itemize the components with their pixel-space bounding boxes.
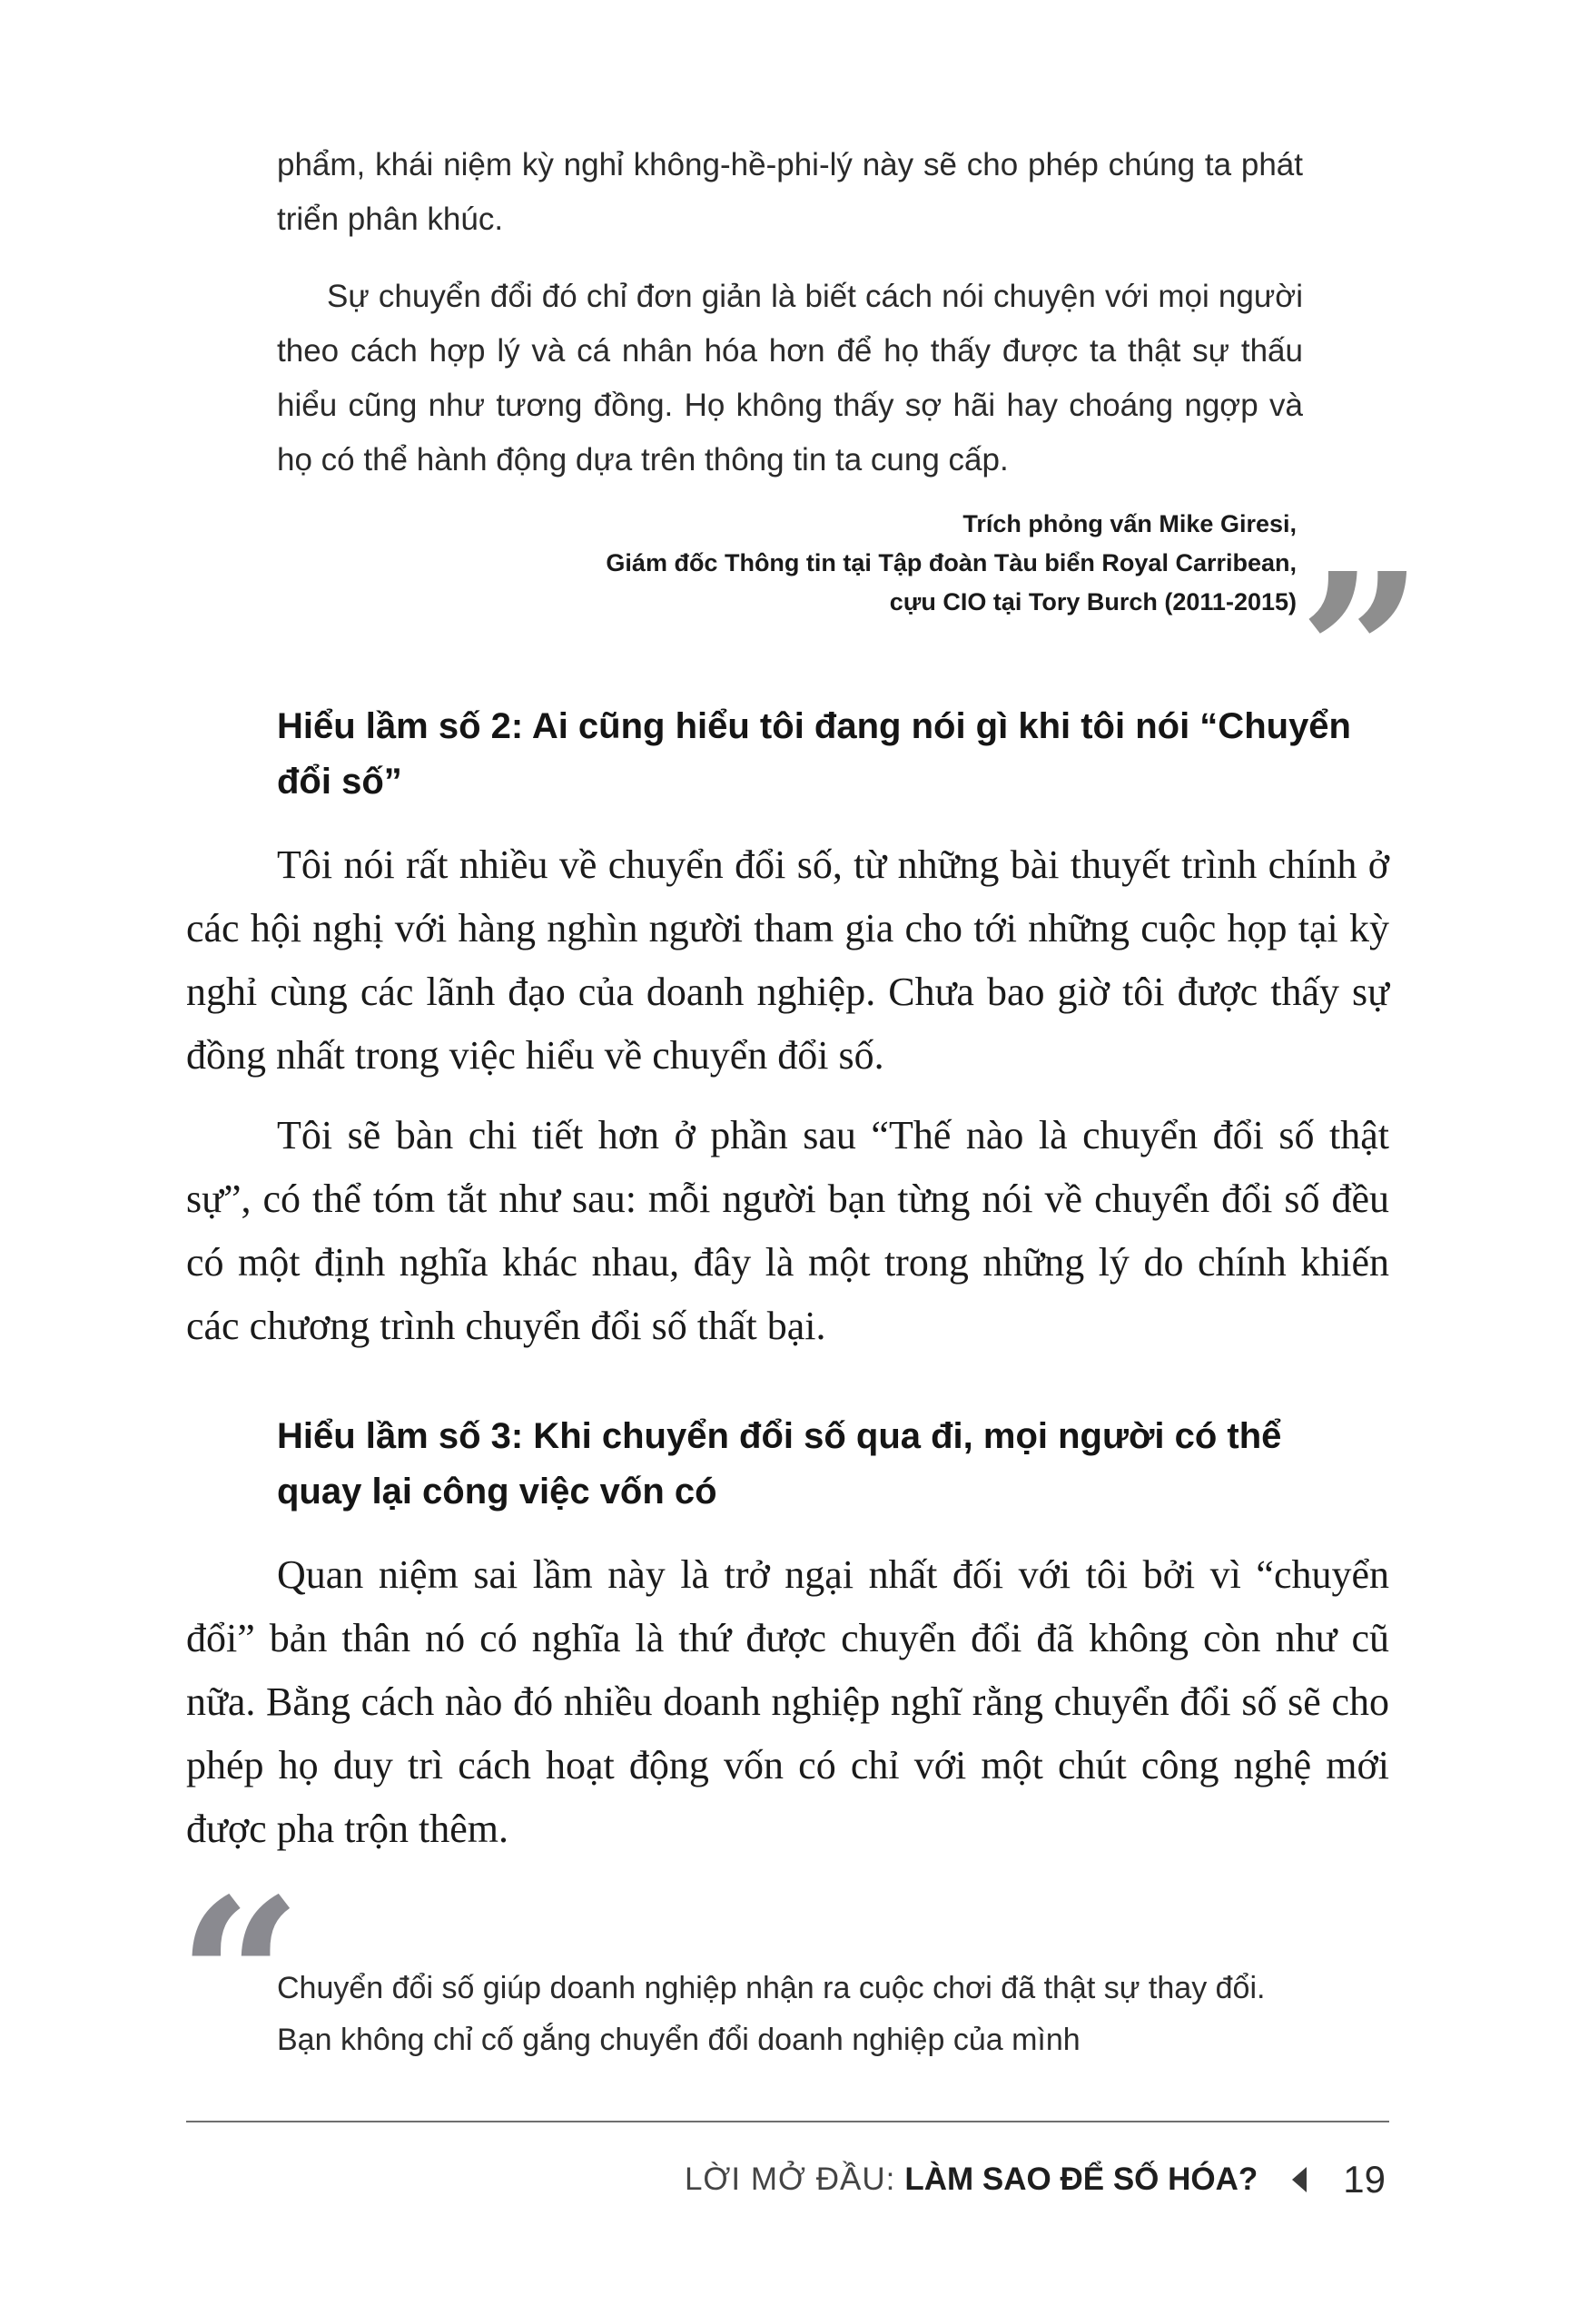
footer-divider xyxy=(186,2121,1389,2122)
page-number: 19 xyxy=(1343,2158,1386,2201)
triangle-left-icon xyxy=(1292,2167,1307,2192)
attribution-line: Giám đốc Thông tin tại Tập đoàn Tàu biển Royal Carribean, xyxy=(606,549,1297,576)
attribution-line: Trích phỏng vấn Mike Giresi, xyxy=(962,510,1297,537)
body-paragraph: Quan niệm sai lầm này là trở ngại nhất đối với tôi bởi vì “chuyển đổi” bản thân nó có nghĩa là thứ được chuyển đổi đã không còn như cũ nữa. Bằng cách nào đó nhiều doanh nghiệp nghĩ rằng chuyển đổi số sẽ cho phép họ duy trì cách hoạt động vốn có chỉ với một chút công nghệ mới được pha trộn thêm. xyxy=(186,1552,1389,1851)
open-quote-icon: “ xyxy=(177,1851,285,2107)
attribution-line: cựu CIO tại Tory Burch (2011-2015) xyxy=(889,588,1297,615)
quote-paragraph: phẩm, khái niệm kỳ nghỉ không-hề-phi-lý này sẽ cho phép chúng ta phát triển phân khúc. xyxy=(277,147,1303,237)
page-footer xyxy=(685,2157,1386,2202)
body-paragraph: Tôi nói rất nhiều về chuyển đổi số, từ những bài thuyết trình chính ở các hội nghị với hàng nghìn người tham gia cho tới những cuộc họp tại kỳ nghỉ cùng các lãnh đạo của doanh nghiệp. Chưa bao giờ tôi được thấy sự đồng nhất trong việc hiểu về chuyển đổi số. xyxy=(186,842,1389,1078)
section-heading: Hiểu lầm số 3: Khi chuyển đổi số qua đi, mọi người có thể quay lại công việc vốn có xyxy=(277,1416,1282,1512)
quote-attribution xyxy=(389,505,1297,622)
chapter-title: LÀM SAO ĐỂ SỐ HÓA? xyxy=(904,2162,1258,2197)
close-quote-icon: ” xyxy=(1298,526,1406,782)
chapter-label: LỜI MỞ ĐẦU: xyxy=(684,2162,896,2197)
section-heading: Hiểu lầm số 2: Ai cũng hiểu tôi đang nói gì khi tôi nói “Chuyển đổi số” xyxy=(277,706,1351,802)
quote-paragraph: Sự chuyển đổi đó chỉ đơn giản là biết cách nói chuyện với mọi người theo cách hợp lý và cá nhân hóa hơn để họ thấy được ta thật sự thấu hiểu cũng như tương đồng. Họ không thấy sợ hãi hay choáng ngợp và họ có thể hành động dựa trên thông tin ta cung cấp. xyxy=(277,279,1303,478)
body-paragraph: Tôi sẽ bàn chi tiết hơn ở phần sau “Thế nào là chuyển đổi số thật sự”, có thể tóm tắt như sau: mỗi người bạn từng nói về chuyển đổi số đều có một định nghĩa khác nhau, đây là một trong những lý do chính khiến các chương trình chuyển đổi số thất bại. xyxy=(186,1113,1389,1348)
pull-quote: Chuyển đổi số giúp doanh nghiệp nhận ra cuộc chơi đã thật sự thay đổi. Bạn không chỉ cố gắng chuyển đổi doanh nghiệp của mình xyxy=(277,1971,1266,2057)
